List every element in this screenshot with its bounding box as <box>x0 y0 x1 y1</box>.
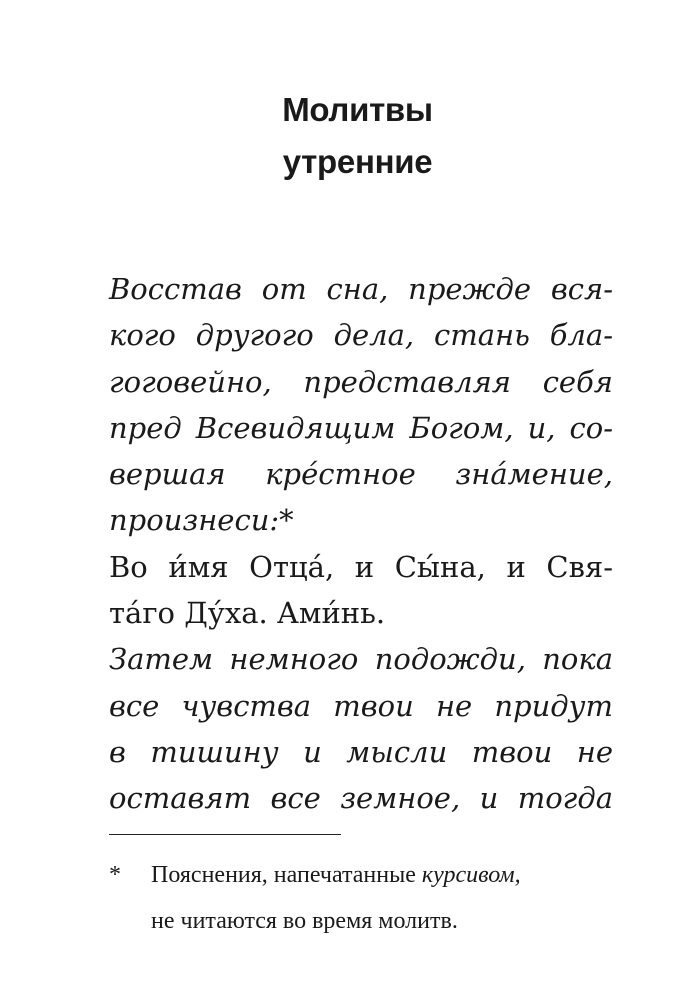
page-title <box>0 84 682 188</box>
footnote-line-1-prefix: Пояснения, напечатанные <box>151 862 422 888</box>
body-line-11: в тишину и мысли твои не <box>109 734 613 769</box>
body-line-3: гоговейно, представляя себя <box>109 364 613 399</box>
body-line-6: произнеси:* <box>109 503 294 538</box>
body-line-2: кого другого дела, стань бла- <box>109 318 613 353</box>
title-line-2: утренние <box>282 143 433 180</box>
body-line-1: Восстав от сна, прежде вся- <box>109 272 613 306</box>
footnote-line-1 <box>151 852 613 898</box>
body-line-5: вершая кре́стное зна́мение, <box>109 457 613 492</box>
body-line-12: оставят все земное, и тогда <box>109 781 613 816</box>
footnote-text <box>151 852 613 944</box>
body-line-7: Во и́мя Отца́, и Сы́на, и Свя- <box>109 549 613 584</box>
footnote-line-2: не читаются во время молитв. <box>151 908 458 934</box>
body-line-10: все чувства твои не придут <box>109 688 613 723</box>
footnote-italic-word: курсивом, <box>421 862 521 888</box>
body-line-4: пред Всевидящим Богом, и, со- <box>109 410 613 445</box>
footnote-divider <box>109 834 341 835</box>
prayer-body-text <box>109 266 613 822</box>
footnote-marker: * <box>109 862 121 888</box>
body-line-8: та́го Ду́ха. Ами́нь. <box>109 596 386 631</box>
body-line-9: Затем немного подожди, пока <box>109 642 613 677</box>
title-line-1: Молитвы <box>282 91 433 128</box>
